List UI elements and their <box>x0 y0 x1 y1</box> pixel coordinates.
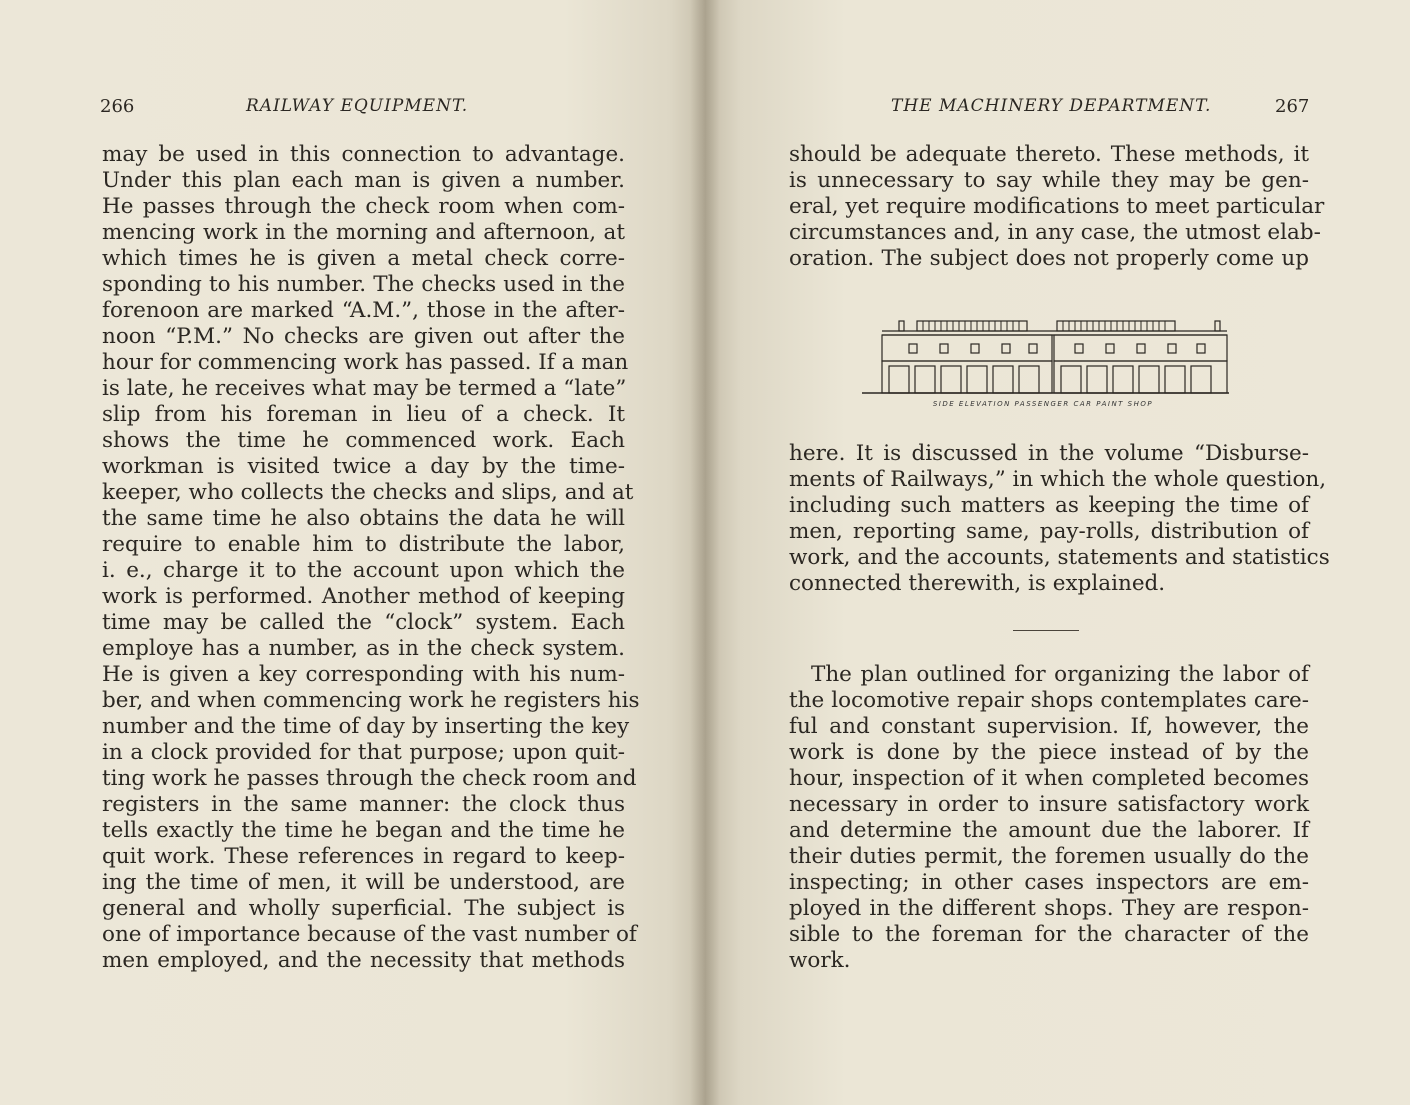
text-line: sible to the foreman for the character of the <box>789 922 1309 947</box>
text-line: quit work. These references in regard to keep- <box>102 844 625 869</box>
section-divider <box>1013 630 1079 631</box>
text-line: work is performed. Another method of keeping <box>102 584 625 609</box>
text-line: should be adequate thereto. These methods, it <box>789 142 1309 167</box>
text-line: general and wholly superficial. The subject is <box>102 896 625 921</box>
text-line: He passes through the check room when com- <box>102 194 625 219</box>
text-line: keeper, who collects the checks and slips, and at <box>102 480 634 505</box>
text-line: one of importance because of the vast number of <box>102 922 637 947</box>
text-line: the same time he also obtains the data he will <box>102 506 625 531</box>
text-line: ful and constant supervision. If, however, the <box>789 714 1309 739</box>
text-line: necessary in order to insure satisfactory work <box>789 792 1309 817</box>
text-line: in a clock provided for that purpose; upon quit- <box>102 740 625 765</box>
right-paragraph-1 <box>789 142 1325 272</box>
figure-caption: SIDE ELEVATION PASSENGER CAR PAINT SHOP <box>932 400 1154 408</box>
text-line: i. e., charge it to the account upon which the <box>102 558 625 583</box>
text-line: ing the time of men, it will be understood, are <box>102 870 625 895</box>
right-paragraph-2 <box>789 441 1330 597</box>
text-line: and determine the amount due the laborer. If <box>789 818 1309 843</box>
text-line: work is done by the piece instead of by the <box>789 740 1309 765</box>
text-line: their duties permit, the foremen usually do the <box>789 844 1309 869</box>
text-line: forenoon are marked “A.M.”, those in the after- <box>102 298 625 323</box>
page-number-right: 267 <box>1275 96 1310 117</box>
text-line: the locomotive repair shops contemplates care- <box>789 688 1309 713</box>
text-line: men employed, and the necessity that methods <box>102 948 625 973</box>
text-line: oration. The subject does not properly come up <box>789 246 1309 271</box>
text-line: men, reporting same, pay-rolls, distribution of <box>789 519 1309 544</box>
text-line: may be used in this connection to advantage. <box>102 142 625 167</box>
text-line: shows the time he commenced work. Each <box>102 428 625 453</box>
text-line: noon “P.M.” No checks are given out after the <box>102 324 625 349</box>
text-line: here. It is discussed in the volume “Disburse- <box>789 441 1309 466</box>
left-body-text <box>102 142 640 974</box>
text-line: work, and the accounts, statements and statistics <box>789 545 1330 570</box>
text-line: is late, he receives what may be termed a “late” <box>102 376 627 401</box>
text-line: connected therewith, is explained. <box>789 571 1166 596</box>
text-line: number and the time of day by inserting the key <box>102 714 630 739</box>
text-line: slip from his foreman in lieu of a check. It <box>102 402 625 427</box>
text-line: He is given a key corresponding with his num- <box>102 662 625 687</box>
text-line: require to enable him to distribute the labor, <box>102 532 625 557</box>
text-line: ployed in the different shops. They are respon- <box>789 896 1309 921</box>
text-line: ments of Railways,” in which the whole question, <box>789 467 1327 492</box>
text-line: mencing work in the morning and afternoon, at <box>102 220 625 245</box>
text-line: ting work he passes through the check room and <box>102 766 637 791</box>
text-line: inspecting; in other cases inspectors are em- <box>789 870 1309 895</box>
text-line: hour, inspection of it when completed becomes <box>789 766 1309 791</box>
text-line: Under this plan each man is given a number. <box>102 168 625 193</box>
running-head-right: THE MACHINERY DEPARTMENT. <box>891 96 1212 116</box>
text-line: which times he is given a metal check corre- <box>102 246 625 271</box>
right-paragraph-3 <box>789 662 1309 974</box>
text-line: employe has a number, as in the check system. <box>102 636 625 661</box>
paint-shop-elevation-figure <box>857 318 1229 413</box>
text-line: sponding to his number. The checks used in the <box>102 272 625 297</box>
text-line: registers in the same manner: the clock thus <box>102 792 625 817</box>
running-head-left: RAILWAY EQUIPMENT. <box>246 96 469 116</box>
page-number-left: 266 <box>100 96 135 117</box>
text-line: hour for commencing work has passed. If a man <box>102 350 629 375</box>
text-line: is unnecessary to say while they may be gen- <box>789 168 1309 193</box>
paint-shop-elevation-drawing <box>857 318 1229 398</box>
text-line: circumstances and, in any case, the utmost elab- <box>789 220 1321 245</box>
text-line: tells exactly the time he began and the time he <box>102 818 625 843</box>
text-line: workman is visited twice a day by the time- <box>102 454 625 479</box>
text-line: The plan outlined for organizing the labor of <box>811 662 1309 687</box>
text-line: eral, yet require modifications to meet particular <box>789 194 1325 219</box>
text-line: ber, and when commencing work he registers his <box>102 688 640 713</box>
text-line: time may be called the “clock” system. Each <box>102 610 625 635</box>
right-page <box>705 0 1410 1105</box>
text-line: work. <box>789 948 851 973</box>
book-gutter <box>690 0 720 1105</box>
text-line: including such matters as keeping the time of <box>789 493 1309 518</box>
